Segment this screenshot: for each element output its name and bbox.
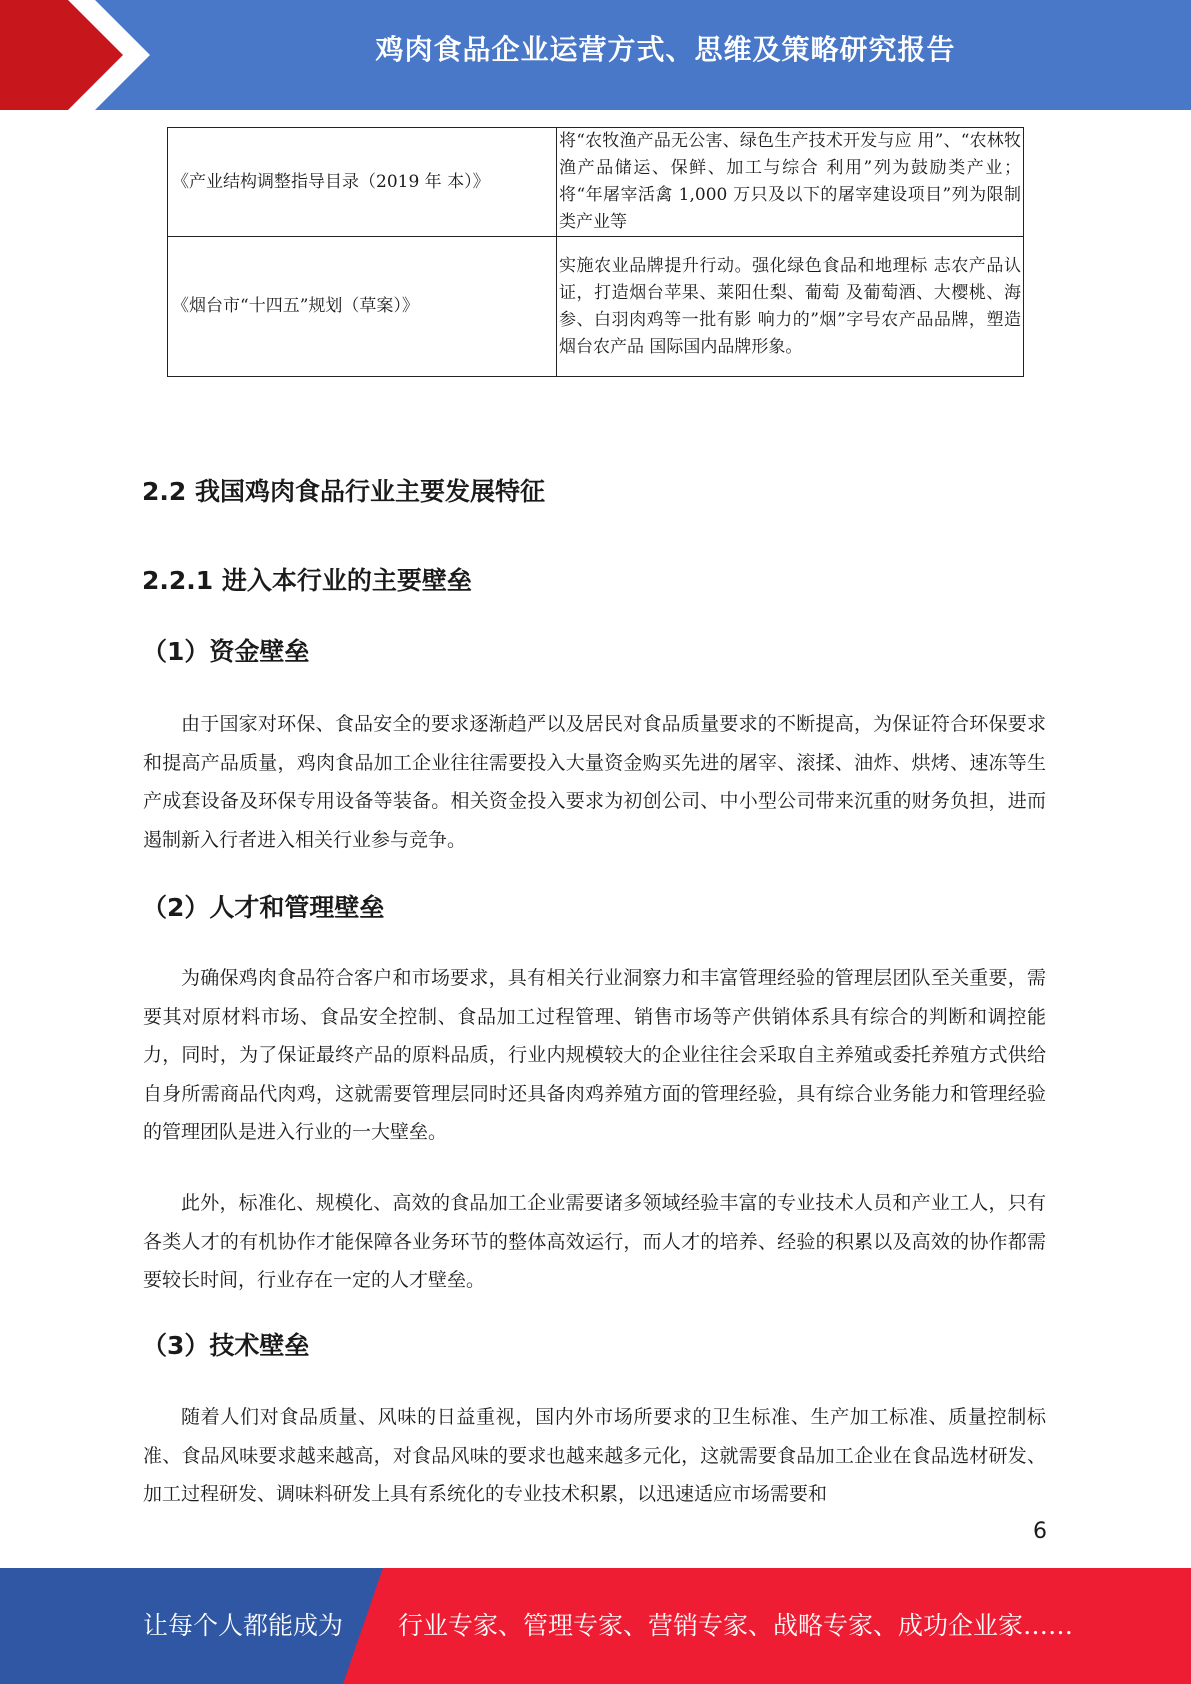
paragraph: 为确保鸡肉食品符合客户和市场要求，具有相关行业洞察力和丰富管理经验的管理层团队至关重要，需要其对原材料市场、食品安全控制、食品加工过程管理、销售市场等产供销体系具有综合的判断和调控能力，同时，为了保证最终产品的原料品质，行业内规模较大的企业往往会采取自主养殖或委托养殖方式供给自身所需商品代肉鸡，这就需要管理层同时还具备肉鸡养殖方面的管理经验，具有综合业务能力和管理经验的管理团队是进入行业的一大壁垒。 [143,967,1046,1143]
barrier-title-talent: （2）人才和管理壁垒 [142,893,385,922]
header-arrow-icon [0,0,160,110]
barrier-title-technology: （3）技术壁垒 [142,1331,310,1360]
page-number: 6 [1033,1519,1047,1544]
table-row [168,237,1024,377]
barrier-title-capital: （1）资金壁垒 [142,637,310,666]
table-row [168,128,1024,237]
report-title: 鸡肉食品企业运营方式、思维及策略研究报告 [375,33,956,66]
policy-content-cell: 实施农业品牌提升行动。强化绿色食品和地理标 志农产品认证，打造烟台苹果、莱阳仕梨、葡萄 及葡萄酒、大樱桃、海参、白羽肉鸡等一批有影 响力的”烟”字号农产品品牌，塑造烟台农产品 国际国内品牌形象。 [557,237,1024,377]
footer-roles: 行业专家、管理专家、营销专家、战略专家、成功企业家…… [398,1611,1074,1640]
paragraph: 由于国家对环保、食品安全的要求逐渐趋严以及居民对食品质量要求的不断提高，为保证符合环保要求和提高产品质量，鸡肉食品加工企业往往需要投入大量资金购买先进的屠宰、滚揉、油炸、烘烤、速冻等生产成套设备及环保专用设备等装备。相关资金投入要求为初创公司、中小型公司带来沉重的财务负担，进而遏制新入行者进入相关行业参与竞争。 [143,713,1046,851]
policy-table [167,127,1024,377]
policy-content-cell: 将“农牧渔产品无公害、绿色生产技术开发与应 用”、“农林牧渔产品储运、保鲜、加工与综合 利用”列为鼓励类产业；将“年屠宰活禽 1,000 万只及以下的屠宰建设项目”列为限制类产业等 [557,128,1024,237]
paragraph: 随着人们对食品质量、风味的日益重视，国内外市场所要求的卫生标准、生产加工标准、质量控制标准、食品风味要求越来越高，对食品风味的要求也越来越多元化，这就需要食品加工企业在食品选材研发、加工过程研发、调味料研发上具有系统化的专业技术积累，以迅速适应市场需要和 [143,1406,1046,1505]
page-footer [0,1568,1191,1684]
page-header [0,0,1191,110]
footer-slogan: 让每个人都能成为 [143,1611,344,1640]
section-heading: 2.2 我国鸡肉食品行业主要发展特征 [142,477,545,506]
paragraph: 此外，标准化、规模化、高效的食品加工企业需要诸多领域经验丰富的专业技术人员和产业工人，只有各类人才的有机协作才能保障各业务环节的整体高效运行，而人才的培养、经验的积累以及高效的协作都需要较长时间，行业存在一定的人才壁垒。 [143,1192,1046,1291]
policy-name-cell: 《烟台市“十四五”规划（草案）》 [168,237,557,377]
policy-name-cell: 《产业结构调整指导目录（2019 年 本）》 [168,128,557,237]
subsection-heading: 2.2.1 进入本行业的主要壁垒 [142,566,472,595]
